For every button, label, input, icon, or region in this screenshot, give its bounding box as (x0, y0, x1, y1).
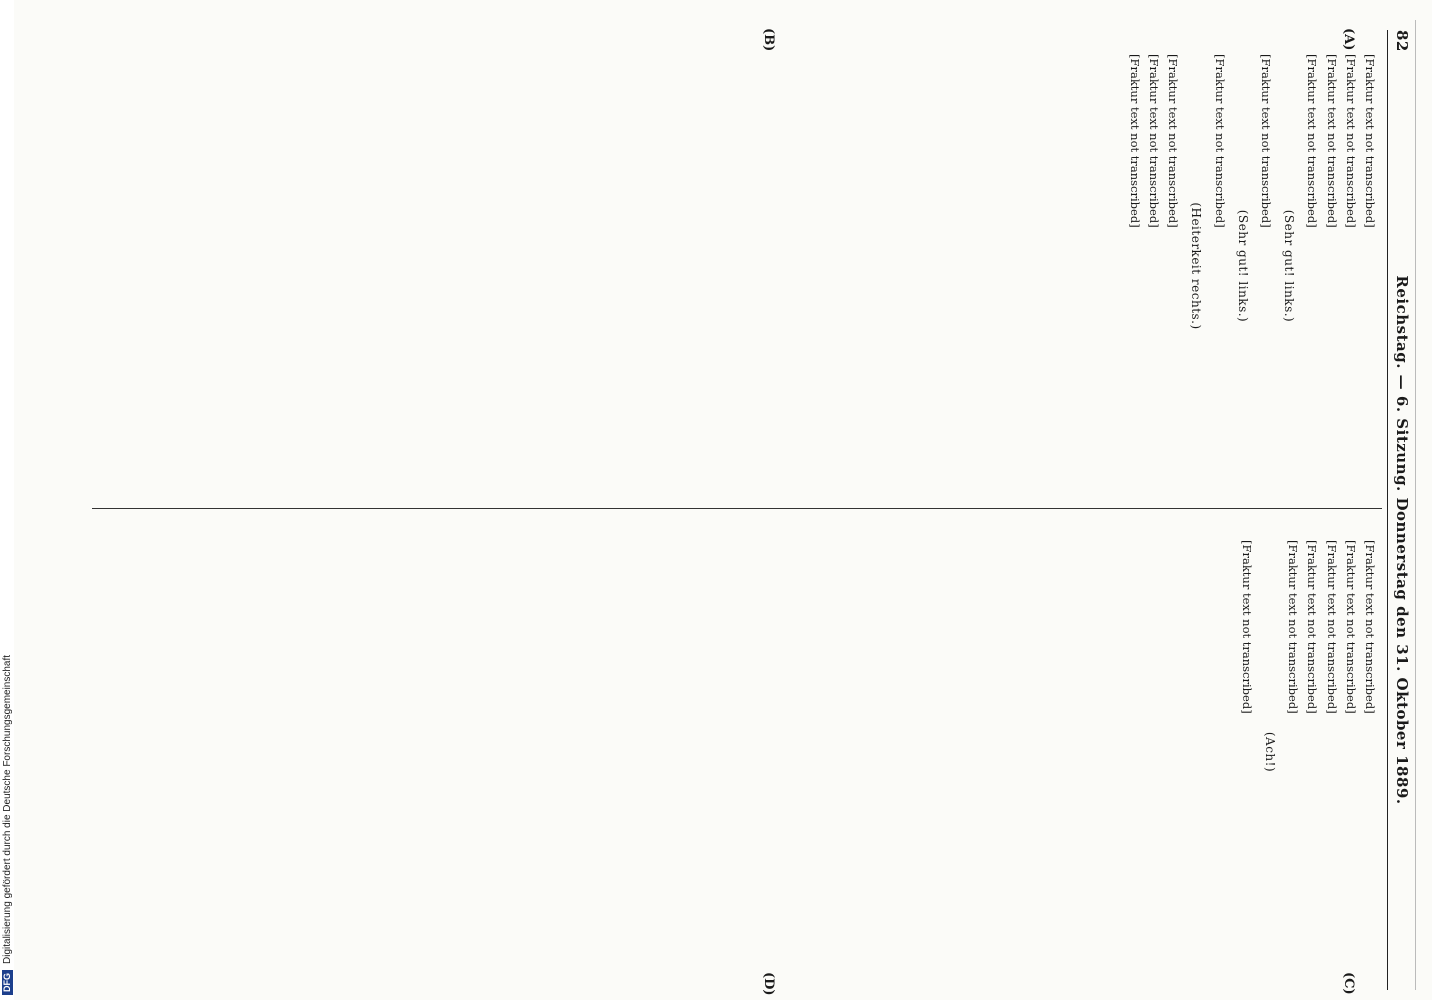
paragraph: [Fraktur text not transcribed] (1363, 54, 1377, 228)
paragraph: [Fraktur text not transcribed] (1343, 54, 1358, 228)
paragraph: [Fraktur text not transcribed] (1258, 54, 1273, 228)
rotated-page-container (86, 28, 1416, 996)
paragraph: [Fraktur text not transcribed] (1286, 540, 1301, 714)
page-number: 82 (1393, 30, 1411, 52)
left-text-column (98, 38, 1378, 494)
running-title: Reichstag. — 6. Sitzung. Donnerstag den 31. Oktober 1889. (1393, 275, 1411, 805)
paragraph: [Fraktur text not transcribed] (1305, 54, 1320, 228)
margin-mark-a: (A) (1341, 28, 1356, 51)
margin-mark-d: (D) (761, 972, 776, 996)
paragraph: [Fraktur text not transcribed] (1343, 540, 1358, 714)
page-header (1387, 30, 1416, 990)
interjection: (Sehr gut! links.) (1235, 209, 1250, 323)
paragraph: [Fraktur text not transcribed] (1212, 54, 1227, 228)
paragraph: [Fraktur text not transcribed] (1166, 54, 1181, 228)
paragraph: [Fraktur text not transcribed] (1324, 540, 1339, 714)
paragraph: [Fraktur text not transcribed] (1127, 54, 1142, 228)
paragraph: [Fraktur text not transcribed] (1324, 54, 1339, 228)
dfg-logo: DFG (2, 970, 13, 995)
interjection: (Heiterkeit rechts.) (1189, 202, 1204, 330)
margin-mark-b: (B) (761, 28, 776, 52)
interjection: (Sehr gut! links.) (1282, 209, 1297, 323)
paragraph: [Fraktur text not transcribed] (1146, 54, 1161, 228)
credit-text: Digitalisierung gefördert durch die Deutsche Forschungsgemeinschaft (1, 654, 13, 964)
paragraph: [Fraktur text not transcribed] (1363, 540, 1377, 714)
column-divider (92, 508, 1382, 509)
margin-mark-c: (C) (1341, 972, 1356, 995)
paragraph: [Fraktur text not transcribed] (1239, 540, 1254, 714)
document-page (86, 28, 1416, 996)
interjection: (Ach!) (1262, 731, 1277, 773)
right-text-column (98, 524, 1378, 980)
paragraph: [Fraktur text not transcribed] (1305, 540, 1320, 714)
digitization-credit (1, 0, 13, 995)
